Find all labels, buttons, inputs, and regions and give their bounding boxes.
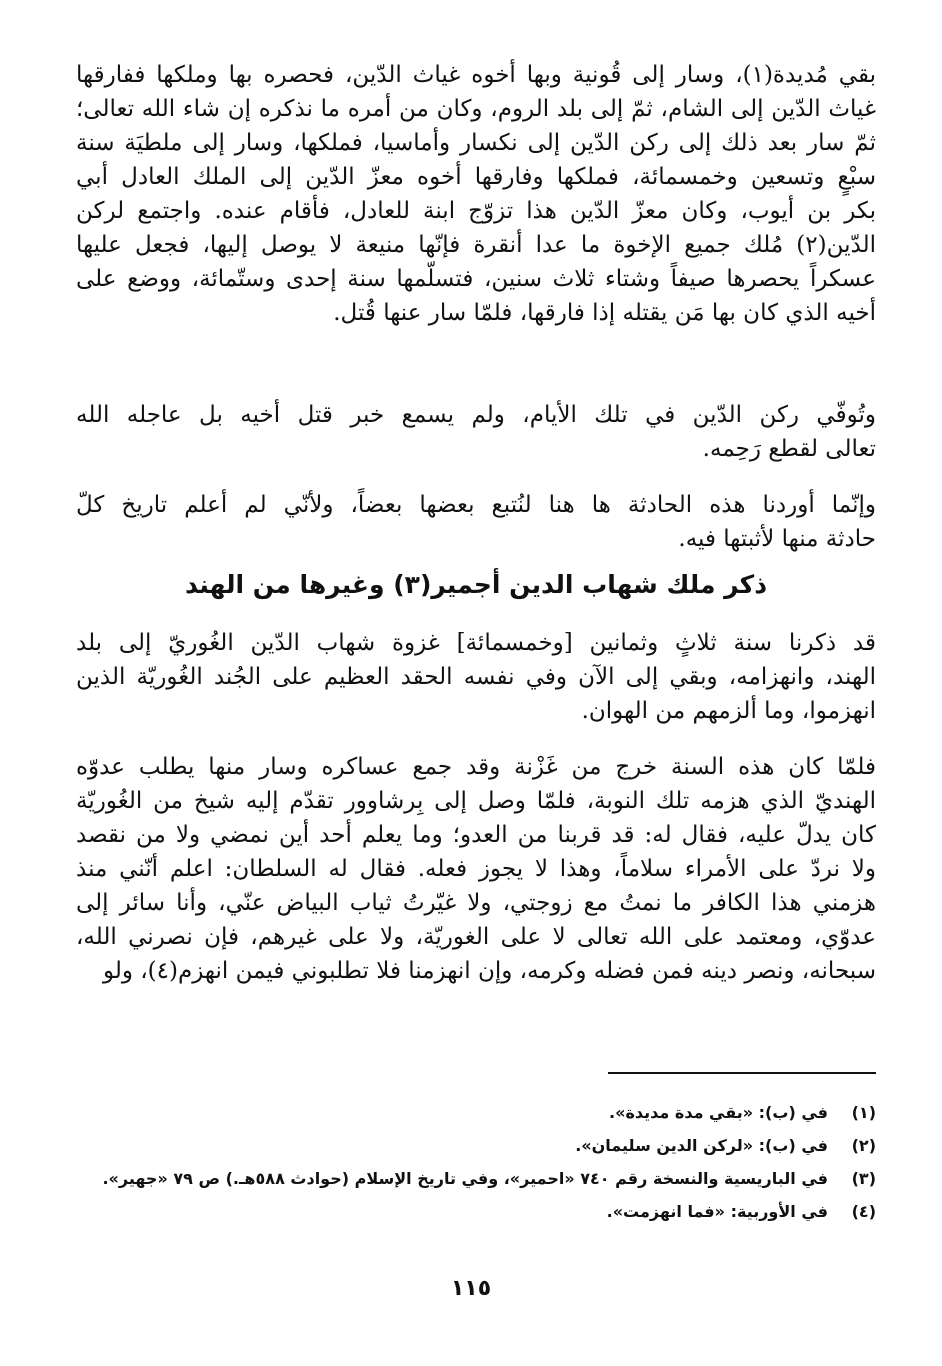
footnote-text: في (ب): «لركن الدين سليمان». bbox=[575, 1136, 828, 1155]
text-line: سبْعٍ وتسعين وخمسمائة، فملكها وفارقها أخوه معزّ الدّين إلى الملك العادل أبي bbox=[76, 164, 876, 190]
text-line: انهزموا، وما ألزمهم من الهوان. bbox=[581, 698, 876, 724]
text-line: تعالى لقطع رَحِمه. bbox=[702, 436, 876, 462]
text-line: هزمني هذا الكافر ما نمتُ مع زوجتي، ولا غيّرتُ ثياب البياض عنّي، وأنا سائر إلى bbox=[76, 890, 876, 916]
footnote-2: (٢)في (ب): «لركن الدين سليمان». bbox=[575, 1136, 876, 1155]
text-line: بكر بن أيوب، وكان معزّ الدّين هذا تزوّج ابنة للعادل، فأقام عنده. واجتمع لركن bbox=[76, 198, 876, 224]
section-heading: ذكر ملك شهاب الدين أجمير(٣) وغيرها من الهند bbox=[184, 570, 768, 599]
text-line: كان يدلّ عليه، فقال له: قد قربنا من العدو؛ وما يعلم أحد أين نمضي ولا من نقصد bbox=[76, 822, 876, 848]
text-line: الهنديّ الذي هزمه تلك النوبة، فلمّا وصل إلى بِرشاوور تقدّم إليه شيخ من الغُوريّة bbox=[76, 788, 876, 814]
text-line: سبحانه، ونصر دينه فمن فضله وكرمه، وإن انهزمنا فلا تطلبوني فيمن انهزم(٤)، ولو bbox=[102, 958, 876, 984]
text-line: أخيه الذي كان بها مَن يقتله إذا فارقها، فلمّا سار عنها قُتل. bbox=[333, 300, 876, 326]
footnotes bbox=[76, 1096, 876, 1228]
text-line: الهند، وانهزامه، وبقي إلى الآن وفي نفسه الحقد العظيم على الجُند الغُوريّة الذين bbox=[76, 664, 876, 690]
paragraph-author-note bbox=[76, 488, 876, 556]
paragraph-ghori-campaign bbox=[76, 626, 876, 728]
text-line: فلمّا كان هذه السنة خرج من غَزْنة وقد جمع عساكره وسار منها يطلب عدوّه bbox=[76, 754, 876, 780]
text-line: عدوّي، ومعتمد على الله تعالى لا على الغوريّة، ولا على غيرهم، فإن نصرني الله، bbox=[76, 924, 876, 950]
text-line: وإنّما أوردنا هذه الحادثة ها هنا لنُتبع بعضها بعضاً، ولأنّي لم أعلم تاريخ كلّ bbox=[76, 492, 876, 518]
footnote-text: في الباريسية والنسخة رقم ٧٤٠ «احمير»، وفي تاريخ الإسلام (حوادث ٥٨٨هـ.) ص ٧٩ «جهير». bbox=[102, 1169, 828, 1188]
page-number: ١١٥ bbox=[450, 1276, 492, 1301]
text-line: غياث الدّين إلى الشام، ثمّ إلى بلد الروم، وكان من أمره ما نذكره إن شاء الله تعالى؛ bbox=[76, 96, 876, 122]
text-line: بقي مُديدة(١)، وسار إلى قُونية وبها أخوه غياث الدّين، فحصره بها وملكها ففارقها bbox=[76, 62, 876, 88]
text-line: قد ذكرنا سنة ثلاثٍ وثمانين [وخمسمائة] غزوة شهاب الدّين الغُوريّ إلى بلد bbox=[76, 630, 876, 656]
footnote-3: (٣)في الباريسية والنسخة رقم ٧٤٠ «احمير»، وفي تاريخ الإسلام (حوادث ٥٨٨هـ.) ص ٧٩ «جهير». bbox=[102, 1169, 876, 1188]
footnote-text: في (ب): «بقي مدة مديدة». bbox=[609, 1103, 828, 1122]
footnote-divider bbox=[608, 1072, 876, 1074]
text-line: وتُوفّي ركن الدّين في تلك الأيام، ولم يسمع خبر قتل أخيه بل عاجله الله bbox=[76, 402, 876, 428]
footnote-text: في الأوربية: «فما انهزمت». bbox=[606, 1202, 828, 1221]
text-line: ولا نردّ على الأمراء سلاماً، وهذا لا يجوز فعله. فقال له السلطان: اعلم أنّني منذ bbox=[76, 856, 876, 882]
text-line: الدّين(٢) مُلك جميع الإخوة ما عدا أنقرة فإنّها منيعة لا يوصل إليها، فجعل عليها bbox=[76, 232, 876, 258]
paragraph-march bbox=[76, 750, 876, 988]
paragraph-rukn-death bbox=[76, 398, 876, 466]
footnote-1: (١)في (ب): «بقي مدة مديدة». bbox=[609, 1103, 876, 1122]
text-line: حادثة منها لأثبتها فيه. bbox=[678, 526, 876, 552]
paragraph-continuation bbox=[76, 58, 876, 330]
text-line: ثمّ سار بعد ذلك إلى ركن الدّين إلى نكسار وأماسيا، فملكها، وسار إلى ملطيَة سنة bbox=[76, 130, 876, 156]
footnote-4: (٤)في الأوربية: «فما انهزمت». bbox=[606, 1202, 876, 1221]
text-line: عسكراً يحصرها صيفاً وشتاء ثلاث سنين، فتسلّمها سنة إحدى وستّمائة، ووضع على bbox=[76, 266, 876, 292]
